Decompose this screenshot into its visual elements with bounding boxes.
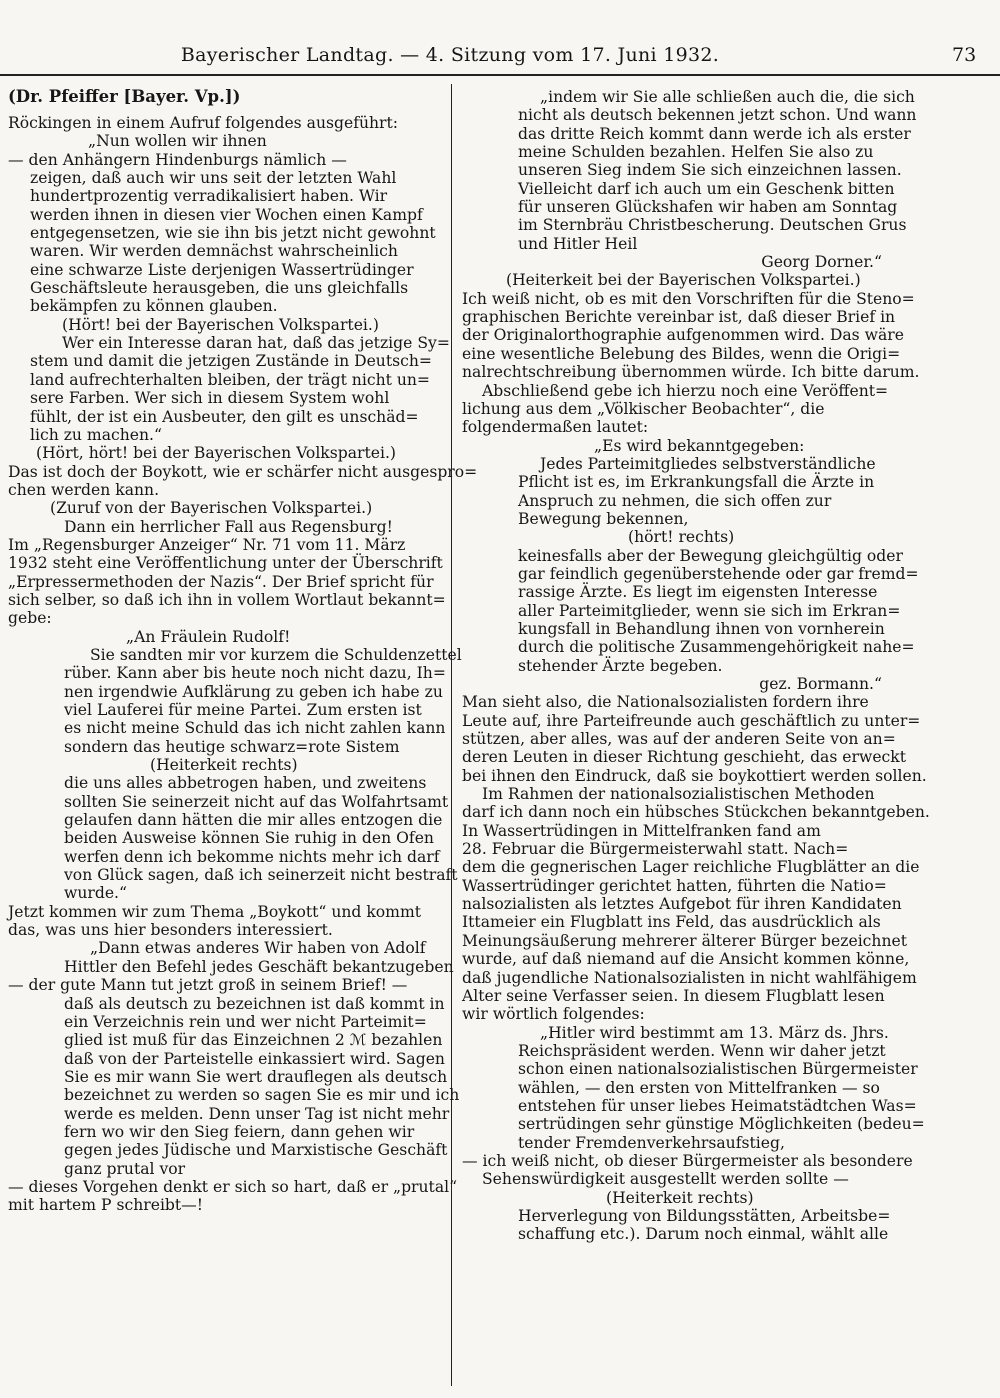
interjection-line: — dieses Vorgehen denkt er sich so hart, daß er „prutal“ — [8, 1177, 458, 1196]
quote-line: meine Schulden bezahlen. Helfen Sie also zu — [518, 143, 874, 162]
quote-line: gegen jedes Jüdische und Marxistische Geschäft — [64, 1141, 448, 1160]
quote-line: „Dann etwas anderes Wir haben von Adolf — [90, 939, 426, 958]
quote-line: Anspruch zu nehmen, die sich offen zur — [518, 491, 832, 510]
text-line: Im „Regensburger Anzeiger“ Nr. 71 vom 11. März — [8, 535, 406, 554]
quote-line: Herverlegung von Bildungsstätten, Arbeitsbe= — [518, 1206, 891, 1225]
quote-line: das dritte Reich kommt dann werde ich als erster — [518, 124, 911, 143]
quote-line: Sie sandten mir vor kurzem die Schuldenzettel — [90, 645, 462, 664]
quote-line: rassige Ärzte. Es liegt im eigensten Interesse — [518, 583, 878, 602]
quote-line: von Glück sagen, daß ich seinerzeit nicht bestraft — [64, 866, 458, 885]
header-rule — [0, 74, 1000, 76]
quote-line: hundertprozentig verradikalisiert haben. Wir — [30, 187, 388, 206]
interjection-line: — ich weiß nicht, ob dieser Bürgermeister als besondere — [462, 1151, 913, 1170]
quote-line: nicht als deutsch bekennen jetzt schon. Und wann — [518, 106, 917, 125]
text-line: wurde, auf daß niemand auf die Ansicht kommen könne, — [462, 950, 910, 969]
quote-line: stehender Ärzte begeben. — [518, 656, 723, 675]
text-line: daß jugendliche Nationalsozialisten in nicht wahlfähigem — [462, 968, 917, 987]
quote-line: „Nun wollen wir ihnen — [88, 132, 267, 151]
quote-line: Bewegung bekennen, — [518, 509, 689, 528]
quote-line: werde es melden. Denn unser Tag ist nicht mehr — [64, 1104, 450, 1123]
text-line: Man sieht also, die Nationalsozialisten fordern ihre — [462, 693, 869, 712]
quote-line: durch die politische Zusammengehörigkeit nahe= — [518, 638, 915, 657]
quote-line: entstehen für unser liebes Heimatstädtchen Was= — [518, 1096, 917, 1115]
interjection-line: mit hartem P schreibt—! — [8, 1196, 204, 1215]
text-line: sich selber, so daß ich ihn in vollem Wortlaut bekannt= — [8, 590, 446, 609]
text-line: Jetzt kommen wir zum Thema „Boykott“ und kommt — [8, 902, 422, 921]
text-line: Abschließend gebe ich hierzu noch eine Veröffent= — [482, 381, 889, 400]
quote-line: sondern das heutige schwarz=rote Sistem — [64, 737, 400, 756]
text-line: In Wassertrüdingen in Mittelfranken fand am — [462, 821, 821, 840]
quote-line: Reichspräsident werden. Wenn wir daher jetzt — [518, 1041, 886, 1060]
quote-line: unseren Sieg indem Sie sich einzeichnen lassen. — [518, 161, 902, 180]
quote-line: land aufrechterhalten bleiben, der trägt nicht un= — [30, 370, 430, 389]
quote-line: wurde.“ — [64, 884, 127, 903]
quote-line: stem und damit die jetzigen Zustände in Deutsch= — [30, 352, 432, 371]
text-line: 28. Februar die Bürgermeisterwahl statt. Nach= — [462, 840, 849, 859]
quote-line: „Hitler wird bestimmt am 13. März ds. Jhrs. — [540, 1023, 889, 1042]
text-line: Dann ein herrlicher Fall aus Regensburg! — [64, 517, 393, 536]
text-line: Meinungsäußerung mehrerer älterer Bürger bezeichnet — [462, 931, 908, 950]
text-line: graphischen Berichte vereinbar ist, daß dieser Brief in — [462, 308, 896, 327]
quote-line: Sie es mir wann Sie wert drauflegen als deutsch — [64, 1067, 448, 1086]
text-line: eine wesentliche Belebung des Bildes, wenn die Origi= — [462, 344, 901, 363]
quote-line: Pflicht ist es, im Erkrankungsfall die Ärzte in — [518, 473, 875, 492]
quote-line: „indem wir Sie alle schließen auch die, die sich — [540, 88, 915, 106]
text-line: Wassertrüdinger gerichtet hatten, führten die Natio= — [462, 876, 887, 895]
quote-line: es nicht meine Schuld das ich nicht zahlen kann — [64, 719, 446, 738]
quote-line: „Es wird bekanntgegeben: — [594, 436, 805, 455]
quote-line: entgegensetzen, wie sie ihn bis jetzt nicht gewohnt — [30, 224, 436, 243]
interjection-line: — den Anhängern Hindenburgs nämlich — — [8, 150, 347, 169]
reaction-line: (Hört, hört! bei der Bayerischen Volkspartei.) — [36, 444, 397, 463]
quote-line: gelaufen dann hätten die mir alles entzogen die — [64, 811, 443, 830]
text-line: deren Leuten in dieser Richtung geschieht, das erweckt — [462, 748, 907, 767]
text-line: nalsozialisten als letztes Aufgebot für ihren Kandidaten — [462, 895, 902, 914]
signature-line: Georg Dorner.“ — [761, 253, 882, 272]
quote-line: ein Verzeichnis rein und wer nicht Parteimit= — [64, 1012, 427, 1031]
quote-line: kungsfall in Behandlung ihnen von vornherein — [518, 619, 885, 638]
reaction-line: (Hört! bei der Bayerischen Volkspartei.) — [62, 315, 379, 334]
left-column — [8, 87, 478, 1215]
text-line: nalrechtschreibung übernommen würde. Ich bitte darum. — [462, 363, 920, 382]
text-line: Das ist doch der Boykott, wie er schärfer nicht ausgespro= — [8, 462, 478, 481]
quote-line: schon einen nationalsozialistischen Bürgermeister — [518, 1060, 918, 1079]
quote-line: Hittler den Befehl jedes Geschäft bekantzugeben — [64, 957, 454, 976]
quote-line: gar feindlich gegenüberstehende oder gar fremd= — [518, 564, 919, 583]
quote-line: nen irgendwie Aufklärung zu geben ich habe zu — [64, 682, 443, 701]
interjection-line: — der gute Mann tut jetzt groß in seinem Brief! — — [8, 976, 408, 995]
quote-line: bezeichnet zu werden so sagen Sie es mir und ich — [64, 1086, 460, 1105]
quote-line: „An Fräulein Rudolf! — [126, 627, 291, 646]
quote-line: Geschäftsleute herausgeben, die uns gleichfalls — [30, 279, 409, 298]
quote-line: fühlt, der ist ein Ausbeuter, den gilt es unschäd= — [30, 407, 419, 426]
text-line: Im Rahmen der nationalsozialistischen Methoden — [482, 785, 875, 804]
quote-line: daß als deutsch zu bezeichnen ist daß kommt in — [64, 994, 445, 1013]
quote-line: Vielleicht darf ich auch um ein Geschenk bitten — [518, 179, 895, 198]
interjection-line: Sehenswürdigkeit ausgestellt werden sollte — — [482, 1170, 849, 1189]
reaction-line: (Heiterkeit rechts) — [150, 756, 298, 775]
quote-line: aller Parteimitglieder, wenn sie sich im Erkran= — [518, 601, 901, 620]
quote-line: fern wo wir den Sieg feiern, dann gehen wir — [64, 1122, 415, 1141]
quote-line: waren. Wir werden demnächst wahrscheinlich — [30, 242, 398, 261]
text-line: folgendermaßen lautet: — [462, 418, 649, 437]
quote-line: schaffung etc.). Darum noch einmal, wählt alle — [518, 1225, 889, 1244]
text-line: gebe: — [8, 609, 52, 628]
reaction-line: (Heiterkeit bei der Bayerischen Volkspartei.) — [506, 271, 861, 290]
quote-line: zeigen, daß auch wir uns seit der letzten Wahl — [30, 169, 397, 188]
quote-line: werfen denn ich bekomme nichts mehr ich darf — [64, 847, 440, 866]
text-line: Leute auf, ihre Parteifreunde auch geschäftlich zu unter= — [462, 711, 921, 730]
text-line: „Erpressermethoden der Nazis“. Der Brief spricht für — [8, 572, 434, 591]
quote-line: glied ist muß für das Einzeichnen 2 ℳ bezahlen — [64, 1031, 443, 1050]
text-line: Ittameier ein Flugblatt ins Feld, das ausdrücklich als — [462, 913, 881, 932]
quote-line: die uns alles abbetrogen haben, und zweitens — [64, 774, 427, 793]
text-line: stützen, aber alles, was auf der anderen Seite von an= — [462, 730, 896, 749]
quote-line: lich zu machen.“ — [30, 425, 162, 444]
running-title: Bayerischer Landtag. — 4. Sitzung vom 17. Juni 1932. — [180, 44, 720, 66]
quote-line: ganz prutal vor — [64, 1159, 186, 1178]
quote-line: für unseren Glückshafen wir haben am Sonntag — [518, 198, 898, 217]
signature-line: gez. Bormann.“ — [759, 675, 882, 693]
text-line: wir wörtlich folgendes: — [462, 1005, 645, 1024]
text-line: lichung aus dem „Völkischer Beobachter“, die — [462, 399, 825, 418]
quote-line: daß von der Parteistelle einkassiert wird. Sagen — [64, 1049, 445, 1068]
text-line: chen werden kann. — [8, 480, 160, 499]
quote-line: wählen, — den ersten von Mittelfranken — so — [518, 1078, 880, 1097]
reaction-line: (Zuruf von der Bayerischen Volkspartei.) — [50, 499, 373, 518]
reaction-line: (Heiterkeit rechts) — [606, 1188, 754, 1207]
text-line: Röckingen in einem Aufruf folgendes ausgeführt: — [8, 114, 399, 132]
quote-line: beiden Ausweise können Sie ruhig in den Ofen — [64, 829, 434, 848]
page-header — [0, 44, 1000, 78]
text-line: Alter seine Verfasser seien. In diesem Flugblatt lesen — [462, 986, 885, 1005]
text-line: der Originalorthographie aufgenommen wird. Das wäre — [462, 326, 904, 345]
text-line: 1932 steht eine Veröffentlichung unter der Überschrift — [8, 554, 443, 573]
quote-line: eine schwarze Liste derjenigen Wassertrüdinger — [30, 260, 414, 279]
quote-line: sertrüdingen sehr günstige Möglichkeiten (bedeu= — [518, 1115, 925, 1134]
quote-line: tender Fremdenverkehrsaufstieg, — [518, 1133, 785, 1152]
text-line: darf ich dann noch ein hübsches Stückchen bekanntgeben. — [462, 803, 930, 822]
quote-line: und Hitler Heil — [518, 234, 638, 253]
text-line: das, was uns hier besonders interessiert. — [8, 921, 333, 940]
quote-line: bekämpfen zu können glauben. — [30, 297, 278, 316]
quote-line: sere Farben. Wer sich in diesem System wohl — [30, 389, 390, 408]
quote-line: keinesfalls aber der Bewegung gleichgültig oder — [518, 546, 903, 565]
quote-line: werden ihnen in diesen vier Wochen einen Kampf — [30, 205, 423, 224]
page-number: 73 — [952, 44, 977, 66]
text-line: dem die gegnerischen Lager reichliche Flugblätter an die — [462, 858, 920, 877]
quote-line: Jedes Parteimitgliedes selbstverständliche — [540, 454, 876, 473]
speaker-label: (Dr. Pfeiffer [Bayer. Vp.]) — [8, 87, 241, 106]
right-column — [462, 88, 930, 1244]
text-line: bei ihnen den Eindruck, daß sie boykottiert werden sollen. — [462, 766, 927, 785]
quote-line: rüber. Kann aber bis heute noch nicht dazu, Ih= — [64, 664, 446, 683]
quote-line: Wer ein Interesse daran hat, daß das jetzige Sy= — [62, 334, 450, 353]
quote-line: im Sternbräu Christbescherung. Deutschen Grus — [518, 216, 907, 235]
quote-line: viel Lauferei für meine Partei. Zum ersten ist — [64, 701, 422, 719]
text-line: Ich weiß nicht, ob es mit den Vorschriften für die Steno= — [462, 289, 915, 308]
reaction-line: (hört! rechts) — [628, 528, 735, 547]
quote-line: sollten Sie seinerzeit nicht auf das Wolfahrtsamt — [64, 792, 449, 811]
